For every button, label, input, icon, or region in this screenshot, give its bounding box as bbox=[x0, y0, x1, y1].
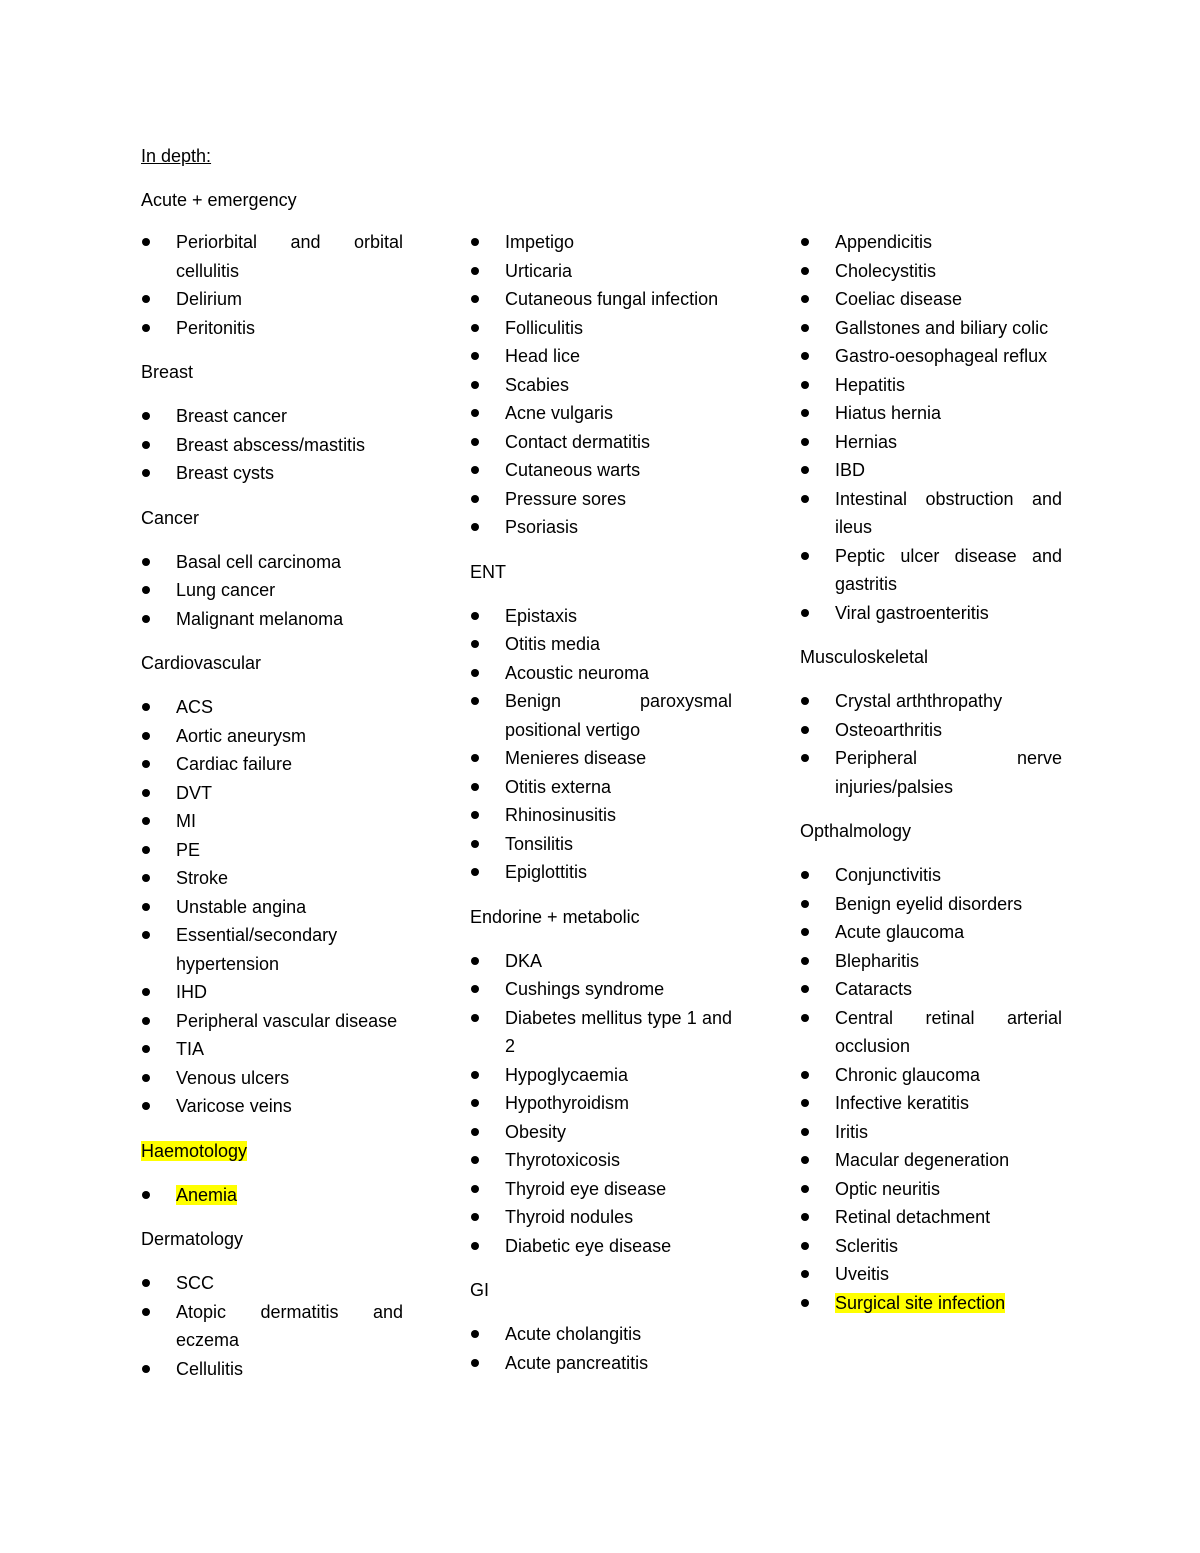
section-heading-breast: Breast bbox=[141, 362, 194, 382]
list-item bbox=[800, 314, 1062, 343]
list-item-text: Anemia bbox=[176, 1184, 238, 1205]
list-item-text: Breast cysts bbox=[176, 463, 275, 483]
list-item-text: Gastro-oesophageal reflux bbox=[835, 346, 1048, 366]
list-item-text: Breast cancer bbox=[176, 406, 288, 426]
list-item bbox=[141, 1092, 403, 1121]
list-item bbox=[470, 485, 732, 514]
list-gi bbox=[470, 1320, 732, 1377]
list-item-text: DKA bbox=[505, 950, 543, 971]
list-item-text: Stroke bbox=[176, 868, 229, 888]
list-item bbox=[141, 431, 403, 460]
list-cardiovascular bbox=[141, 693, 403, 1121]
list-item bbox=[470, 602, 732, 631]
list-item-text: Hernias bbox=[835, 431, 898, 452]
list-item bbox=[800, 975, 1062, 1004]
list-item-text: Breast abscess/mastitis bbox=[176, 434, 366, 455]
list-item bbox=[470, 801, 732, 830]
list-item bbox=[141, 893, 403, 922]
list-item bbox=[800, 485, 1062, 542]
list-item bbox=[470, 1146, 732, 1175]
list-item-text: Benign eyelid disorders bbox=[835, 893, 1023, 914]
list-item-text: Acute glaucoma bbox=[835, 922, 965, 942]
list-item-text: Uveitis bbox=[835, 1264, 890, 1284]
list-item bbox=[141, 314, 403, 343]
list-item-text: IHD bbox=[176, 982, 207, 1002]
list-item-text: Essential/secondary hypertension bbox=[176, 925, 338, 974]
list-acute-emergency bbox=[141, 228, 403, 342]
list-gi-continued bbox=[800, 228, 1062, 627]
list-item bbox=[141, 1181, 403, 1210]
list-item bbox=[800, 342, 1062, 371]
list-item-text: Venous ulcers bbox=[176, 1067, 290, 1088]
list-item bbox=[470, 428, 732, 457]
list-item bbox=[470, 228, 732, 257]
list-item-text: Urticaria bbox=[505, 260, 573, 281]
list-item bbox=[141, 576, 403, 605]
list-item-text: Benign paroxysmal positional vertigo bbox=[505, 691, 732, 740]
list-item-text: Malignant melanoma bbox=[176, 608, 344, 629]
list-item bbox=[141, 836, 403, 865]
list-item-text: Osteoarthritis bbox=[835, 719, 943, 740]
list-item bbox=[141, 548, 403, 577]
list-item-text: Peritonitis bbox=[176, 317, 256, 338]
list-item-text: Delirium bbox=[176, 289, 243, 309]
list-item bbox=[141, 1007, 403, 1036]
list-item bbox=[800, 1203, 1062, 1232]
list-item-text: DVT bbox=[176, 782, 212, 803]
list-item-text: Hypoglycaemia bbox=[505, 1064, 629, 1085]
page-title: In depth: bbox=[141, 146, 212, 166]
list-item bbox=[141, 459, 403, 488]
list-item-text: Intestinal obstruction and ileus bbox=[835, 488, 1062, 537]
list-item-text: Appendicitis bbox=[835, 232, 933, 252]
list-item bbox=[470, 659, 732, 688]
list-item-text: Cutaneous warts bbox=[505, 460, 641, 480]
list-item-text: Periorbital and orbital cellulitis bbox=[176, 232, 403, 281]
list-haematology bbox=[141, 1181, 403, 1210]
list-item-text: Psoriasis bbox=[505, 517, 579, 537]
list-item bbox=[141, 285, 403, 314]
list-item-text: Conjunctivitis bbox=[835, 865, 942, 885]
list-item bbox=[470, 830, 732, 859]
list-item-text: Acoustic neuroma bbox=[505, 662, 650, 683]
list-item bbox=[470, 257, 732, 286]
list-item-text: Aortic aneurysm bbox=[176, 725, 307, 746]
list-item bbox=[141, 402, 403, 431]
list-item bbox=[141, 978, 403, 1007]
list-item-text: Cushings syndrome bbox=[505, 979, 665, 999]
list-item bbox=[470, 456, 732, 485]
list-item bbox=[141, 921, 403, 978]
list-item-text: Macular degeneration bbox=[835, 1150, 1010, 1170]
list-item bbox=[141, 864, 403, 893]
list-breast bbox=[141, 402, 403, 488]
list-item-text: Acne vulgaris bbox=[505, 403, 614, 423]
list-item-text: Thyroid nodules bbox=[505, 1207, 634, 1227]
list-item-text: Unstable angina bbox=[176, 896, 307, 917]
list-item bbox=[470, 1118, 732, 1147]
list-item-text: Thyrotoxicosis bbox=[505, 1150, 621, 1170]
list-item-text: Otitis externa bbox=[505, 776, 612, 797]
list-item bbox=[800, 890, 1062, 919]
list-item bbox=[800, 1289, 1062, 1318]
list-item bbox=[141, 1298, 403, 1355]
list-item bbox=[470, 1320, 732, 1349]
list-item-text: Blepharitis bbox=[835, 950, 920, 971]
list-item bbox=[800, 918, 1062, 947]
list-item-text: Iritis bbox=[835, 1121, 868, 1142]
list-item-text: Rhinosinusitis bbox=[505, 805, 617, 825]
list-item-text: Scleritis bbox=[835, 1235, 899, 1256]
list-item bbox=[470, 1061, 732, 1090]
list-item-text: Folliculitis bbox=[505, 317, 584, 338]
list-item-text: Cardiac failure bbox=[176, 754, 293, 774]
list-dermatology bbox=[141, 1269, 403, 1383]
list-item-text: Basal cell carcinoma bbox=[176, 551, 342, 572]
list-item-text: Peripheral vascular disease bbox=[176, 1010, 398, 1031]
list-item bbox=[470, 513, 732, 542]
list-item-text: Obesity bbox=[505, 1121, 567, 1142]
list-item bbox=[141, 1355, 403, 1384]
list-endocrine-metabolic bbox=[470, 947, 732, 1261]
list-item bbox=[470, 1232, 732, 1261]
list-item bbox=[470, 399, 732, 428]
list-item-text: Pressure sores bbox=[505, 488, 627, 509]
list-musculoskeletal bbox=[800, 687, 1062, 801]
list-item bbox=[470, 314, 732, 343]
section-heading-gi: GI bbox=[470, 1280, 490, 1300]
list-item bbox=[800, 428, 1062, 457]
list-item-text: Gallstones and biliary colic bbox=[835, 317, 1049, 338]
list-item bbox=[800, 716, 1062, 745]
list-item bbox=[470, 1004, 732, 1061]
section-heading-haematology bbox=[141, 1137, 403, 1165]
list-item-text: Peptic ulcer disease and gastritis bbox=[835, 545, 1062, 594]
list-item bbox=[800, 1260, 1062, 1289]
list-item-text: Thyroid eye disease bbox=[505, 1178, 667, 1199]
list-item-text: Retinal detachment bbox=[835, 1207, 991, 1227]
section-heading-dermatology: Dermatology bbox=[141, 1229, 244, 1249]
list-item-text: Epistaxis bbox=[505, 605, 578, 626]
list-item bbox=[470, 371, 732, 400]
list-item-text: Surgical site infection bbox=[835, 1292, 1006, 1313]
list-item bbox=[470, 630, 732, 659]
list-item-text: Coeliac disease bbox=[835, 289, 963, 309]
list-item-text: Central retinal arterial occlusion bbox=[835, 1007, 1062, 1056]
list-item-text: Hiatus hernia bbox=[835, 403, 942, 423]
list-item bbox=[800, 1146, 1062, 1175]
list-item-text: PE bbox=[176, 839, 201, 860]
list-item-text: Contact dermatitis bbox=[505, 431, 651, 452]
list-item bbox=[470, 1203, 732, 1232]
list-item-text: Diabetic eye disease bbox=[505, 1235, 672, 1256]
section-heading-acute-emergency: Acute + emergency bbox=[141, 190, 297, 210]
list-item-text: Tonsilitis bbox=[505, 833, 574, 854]
list-item-text: Viral gastroenteritis bbox=[835, 602, 989, 623]
list-item-text: Chronic glaucoma bbox=[835, 1064, 981, 1085]
list-ophthalmology bbox=[800, 861, 1062, 1317]
list-item bbox=[800, 456, 1062, 485]
list-item bbox=[141, 1035, 403, 1064]
column-3 bbox=[800, 228, 1062, 1317]
list-item-text: Atopic dermatitis and eczema bbox=[176, 1301, 403, 1350]
highlighted-text: Haemotology bbox=[141, 1140, 248, 1161]
list-item-text: Cutaneous fungal infection bbox=[505, 289, 719, 309]
list-item-text: MI bbox=[176, 811, 196, 831]
list-item bbox=[800, 1004, 1062, 1061]
list-item bbox=[141, 605, 403, 634]
column-1 bbox=[141, 228, 403, 1383]
list-item bbox=[470, 1349, 732, 1378]
list-item bbox=[470, 285, 732, 314]
list-item bbox=[800, 947, 1062, 976]
list-cancer bbox=[141, 548, 403, 634]
list-item bbox=[470, 947, 732, 976]
list-item bbox=[800, 861, 1062, 890]
list-item-text: Optic neuritis bbox=[835, 1178, 941, 1199]
list-item bbox=[800, 687, 1062, 716]
list-item-text: SCC bbox=[176, 1273, 215, 1293]
list-item-text: Otitis media bbox=[505, 634, 601, 654]
list-item-text: Varicose veins bbox=[176, 1096, 292, 1116]
list-item bbox=[800, 1089, 1062, 1118]
list-item bbox=[800, 285, 1062, 314]
list-item bbox=[470, 744, 732, 773]
list-item bbox=[470, 773, 732, 802]
list-item-text: Infective keratitis bbox=[835, 1093, 970, 1113]
list-item-text: Cellulitis bbox=[176, 1358, 244, 1379]
list-item bbox=[141, 1269, 403, 1298]
section-heading-ophthalmology: Opthalmology bbox=[800, 821, 912, 841]
section-heading-musculoskeletal: Musculoskeletal bbox=[800, 647, 929, 667]
section-heading-cancer: Cancer bbox=[141, 507, 200, 528]
list-item bbox=[141, 1064, 403, 1093]
list-item bbox=[470, 1175, 732, 1204]
list-item bbox=[800, 371, 1062, 400]
section-heading-endocrine-metabolic: Endorine + metabolic bbox=[470, 906, 640, 927]
section-heading-cardiovascular: Cardiovascular bbox=[141, 653, 262, 673]
list-item-text: ACS bbox=[176, 697, 214, 717]
list-item-text: Lung cancer bbox=[176, 580, 276, 600]
list-item-text: IBD bbox=[835, 460, 866, 480]
list-item bbox=[800, 1232, 1062, 1261]
list-item-text: Diabetes mellitus type 1 and 2 bbox=[505, 1007, 732, 1056]
list-item bbox=[470, 858, 732, 887]
list-item bbox=[800, 744, 1062, 801]
list-ent bbox=[470, 602, 732, 887]
list-item bbox=[800, 1118, 1062, 1147]
list-item bbox=[800, 399, 1062, 428]
list-item-text: Acute pancreatitis bbox=[505, 1352, 649, 1373]
list-item bbox=[800, 1175, 1062, 1204]
list-item bbox=[470, 687, 732, 744]
list-item bbox=[141, 722, 403, 751]
section-heading-ent: ENT bbox=[470, 561, 506, 582]
list-item-text: Peripheral nerve injuries/palsies bbox=[835, 748, 1062, 797]
list-item bbox=[470, 342, 732, 371]
list-item bbox=[470, 975, 732, 1004]
list-item-text: Head lice bbox=[505, 346, 581, 366]
list-item-text: Acute cholangitis bbox=[505, 1324, 642, 1344]
list-item bbox=[141, 779, 403, 808]
list-item-text: Hypothyroidism bbox=[505, 1093, 630, 1113]
list-item-text: TIA bbox=[176, 1039, 205, 1059]
list-item bbox=[470, 1089, 732, 1118]
list-item-text: Impetigo bbox=[505, 232, 575, 252]
list-item-text: Hepatitis bbox=[835, 374, 906, 395]
list-item bbox=[800, 228, 1062, 257]
list-dermatology-continued bbox=[470, 228, 732, 542]
list-item-text: Menieres disease bbox=[505, 748, 647, 768]
list-item-text: Cholecystitis bbox=[835, 260, 937, 281]
list-item-text: Crystal arththropathy bbox=[835, 691, 1003, 711]
list-item bbox=[141, 228, 403, 285]
list-item-text: Cataracts bbox=[835, 979, 913, 999]
list-item bbox=[800, 1061, 1062, 1090]
list-item-text: Scabies bbox=[505, 374, 570, 395]
list-item bbox=[141, 807, 403, 836]
column-2 bbox=[470, 228, 732, 1377]
list-item bbox=[800, 542, 1062, 599]
list-item-text: Epiglottitis bbox=[505, 862, 588, 882]
list-item bbox=[800, 599, 1062, 628]
list-item bbox=[141, 693, 403, 722]
list-item bbox=[800, 257, 1062, 286]
list-item bbox=[141, 750, 403, 779]
